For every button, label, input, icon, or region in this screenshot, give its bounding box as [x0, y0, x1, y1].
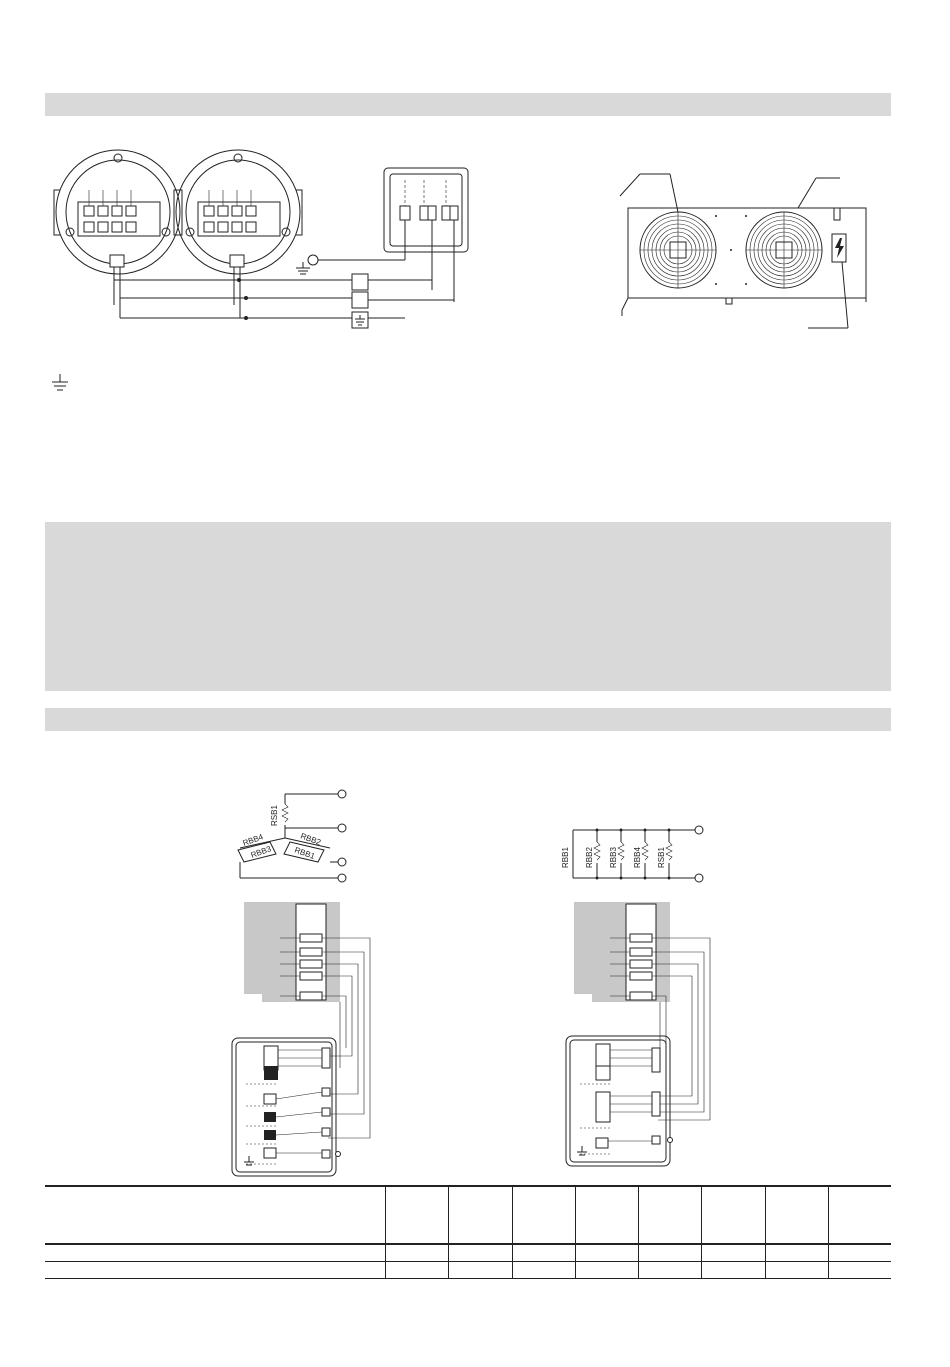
table-cell [575, 1245, 638, 1261]
table-cell [448, 1262, 511, 1278]
label-rbb3: RBB3 [609, 847, 618, 868]
table-header-cell [448, 1187, 511, 1243]
label-rbb2: RBB2 [299, 831, 323, 848]
terminal-block-l2 [352, 292, 368, 308]
table-row [45, 1245, 891, 1262]
ground-icon [577, 1146, 587, 1155]
ground-icon [244, 1156, 254, 1165]
table-cell [828, 1262, 891, 1278]
table-cell [638, 1262, 701, 1278]
label-rbb1: RBB1 [293, 845, 317, 862]
table-cell [765, 1262, 828, 1278]
table-header-cell [512, 1187, 575, 1243]
ground-icon [296, 262, 310, 274]
table-header-cell [638, 1187, 701, 1243]
label-rbb2: RBB2 [585, 847, 594, 868]
heater-terminal-wiring-left [222, 898, 392, 1178]
heater-terminal-wiring-right [552, 898, 722, 1178]
fan-icon [746, 212, 822, 288]
table-cell [512, 1262, 575, 1278]
table-cell [828, 1245, 891, 1261]
table-cell [765, 1245, 828, 1261]
label-rbb1: RBB1 [561, 847, 570, 868]
table-cell [385, 1245, 448, 1261]
note-box-band [45, 522, 891, 691]
label-rsb1: RSB1 [657, 847, 666, 868]
junction-box [384, 168, 468, 302]
motor-terminal-box-1 [54, 150, 182, 318]
terminal-block-pe [352, 312, 368, 328]
fan-icon [640, 212, 716, 288]
motor-wiring-diagram [40, 140, 520, 400]
unit-cooler-front-view [618, 168, 878, 338]
table-header-cell [701, 1187, 764, 1243]
terminal-block-l1 [352, 274, 368, 290]
table-header-cell [385, 1187, 448, 1243]
label-rbb3: RBB3 [249, 844, 273, 860]
specification-table [45, 1185, 891, 1279]
heater-wiring-diagram-right [555, 820, 715, 890]
ground-icon [50, 374, 70, 396]
label-rsb1: RSB1 [270, 805, 279, 826]
table-cell [45, 1262, 385, 1278]
label-rbb4: RBB4 [241, 832, 265, 848]
table-cell [701, 1262, 764, 1278]
table-header-cell [45, 1187, 385, 1243]
table-header-cell [765, 1187, 828, 1243]
section-header-band-2 [45, 708, 891, 731]
table-cell [638, 1245, 701, 1261]
lightning-icon [835, 238, 844, 258]
table-header-cell [828, 1187, 891, 1243]
table-cell [512, 1245, 575, 1261]
table-header-cell [575, 1187, 638, 1243]
gland-icon [308, 255, 318, 265]
table-cell [385, 1262, 448, 1278]
table-cell [701, 1245, 764, 1261]
heater-wiring-diagram-left [230, 780, 400, 890]
table-header-row [45, 1185, 891, 1245]
section-header-band-1 [45, 93, 891, 116]
motor-terminal-box-2 [174, 150, 302, 318]
label-rbb4: RBB4 [633, 847, 642, 868]
table-cell [575, 1262, 638, 1278]
table-row [45, 1262, 891, 1279]
table-cell [45, 1245, 385, 1261]
table-cell [448, 1245, 511, 1261]
